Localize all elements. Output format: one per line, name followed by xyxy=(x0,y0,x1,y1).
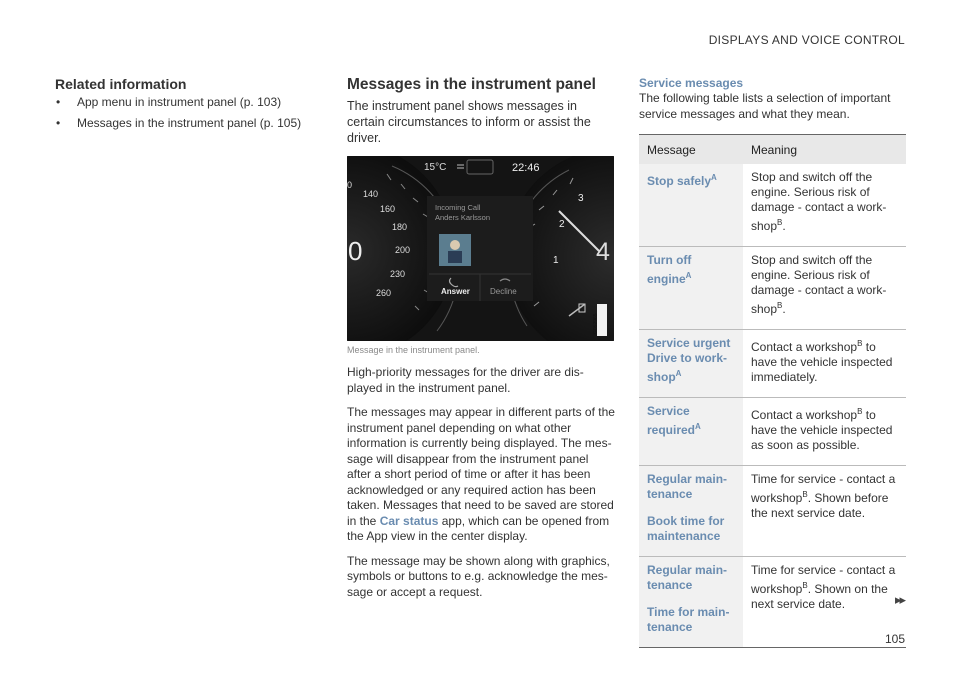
figure-caption: Message in the instrument panel. xyxy=(347,345,480,355)
decline-button[interactable]: Decline xyxy=(490,287,517,296)
related-link[interactable]: Messages in the instrument panel (p. 105) xyxy=(77,116,302,130)
message-cell: Regular main-tenance Time for main-tenance xyxy=(639,557,743,648)
section-title: Messages in the instrument panel xyxy=(347,76,596,93)
related-item[interactable] xyxy=(55,116,310,131)
table-row xyxy=(639,164,906,247)
clock: 22:46 xyxy=(512,162,540,174)
caller-name: Anders Karlsson xyxy=(435,213,491,222)
speed-tick: 160 xyxy=(380,204,396,214)
related-title: Related information xyxy=(55,76,187,92)
related-list xyxy=(55,95,310,131)
service-messages-table xyxy=(639,134,906,648)
related-item[interactable] xyxy=(55,95,310,110)
speed-tick: 200 xyxy=(395,245,411,255)
paragraph-3: The message may be shown along with graphics, symbols or buttons to e.g. acknowledge the mes-sage or accept a request. xyxy=(347,553,610,599)
message-cell: Regular main-tenance Book time for maintenance xyxy=(639,466,743,557)
meaning-cell: Time for service - contact a workshop$^B$. Shown on the next service date. xyxy=(743,557,906,648)
table-header-row xyxy=(639,135,906,165)
speed-readout: 0 xyxy=(348,236,363,266)
bullet-icon: • xyxy=(56,95,61,109)
lead-paragraph: The instrument panel shows messages in certain circumstances to inform or assist the driver. xyxy=(347,99,591,145)
running-header: DISPLAYS AND VOICE CONTROL xyxy=(708,33,905,47)
speed-tick: 260 xyxy=(376,288,392,298)
service-intro: The following table lists a selection of important service messages and what they mean. xyxy=(639,91,891,121)
message-cell: Service required$^A$ xyxy=(639,398,743,466)
message-cell: Turn off engine$^A$ xyxy=(639,247,743,330)
meaning-cell: Contact a workshop$^B$ to have the vehicle inspected immediately. xyxy=(743,330,906,398)
speed-tick: 140 xyxy=(363,189,379,199)
call-label: Incoming Call xyxy=(435,203,481,212)
related-link[interactable]: App menu in instrument panel (p. 103) xyxy=(77,95,282,109)
continued-arrows-icon: ▸▸ xyxy=(894,592,904,607)
message-cell: Stop safely$^A$ xyxy=(639,164,743,247)
bullet-icon: • xyxy=(56,116,61,130)
rpm-tick: 3 xyxy=(578,193,584,204)
temperature: 15°C xyxy=(424,162,447,173)
meaning-cell: Contact a workshop$^B$ to have the vehicle inspected as soon as possible. xyxy=(743,398,906,466)
table-row xyxy=(639,398,906,466)
rpm-tick: 2 xyxy=(559,219,565,230)
meaning-cell: Stop and switch off the engine. Serious risk of damage - contact a work-shop$^B$. xyxy=(743,164,906,247)
table-row xyxy=(639,466,906,557)
column-header-message: Message xyxy=(639,135,743,165)
page-number: 105 xyxy=(884,632,905,646)
speed-tick: 180 xyxy=(392,222,408,232)
table-row xyxy=(639,557,906,648)
service-messages-section xyxy=(639,76,906,648)
meaning-cell: Time for service - contact a workshop$^B$. Shown before the next service date. xyxy=(743,466,906,557)
instrument-panel-illustration xyxy=(347,156,614,341)
gear-readout: 4 xyxy=(596,238,610,266)
instrument-panel-figure xyxy=(347,156,614,341)
call-notice xyxy=(435,203,490,223)
column-header-meaning: Meaning xyxy=(743,135,906,165)
speed-tick: 0 xyxy=(347,180,353,190)
speed-tick: 230 xyxy=(390,269,406,279)
paragraph-2: The messages may appear in different parts of the instrument panel depending on what other information is currently being displayed. The mes-sage will disappear from the instrument panel after a short period of time or after it has been acknowledged or any required action has been taken. Messages that need to be saved are stored in the Car status app, which can be opened from the App view in the center display. xyxy=(347,405,615,543)
service-title: Service messages xyxy=(639,76,744,90)
table-row xyxy=(639,330,906,398)
paragraph-1: High-priority messages for the driver are dis-played in the instrument panel. xyxy=(347,365,584,395)
car-status-link[interactable]: Car status xyxy=(379,513,439,528)
meaning-cell: Stop and switch off the engine. Serious risk of damage - contact a work-shop$^B$. xyxy=(743,247,906,330)
related-information xyxy=(55,76,310,137)
messages-section xyxy=(347,76,615,609)
answer-button[interactable]: Answer xyxy=(441,287,470,296)
table-row xyxy=(639,247,906,330)
rpm-tick: 1 xyxy=(553,255,559,266)
message-cell: Service urgent Drive to work-shop$^A$ xyxy=(639,330,743,398)
figure-code: G052965 xyxy=(593,313,599,334)
